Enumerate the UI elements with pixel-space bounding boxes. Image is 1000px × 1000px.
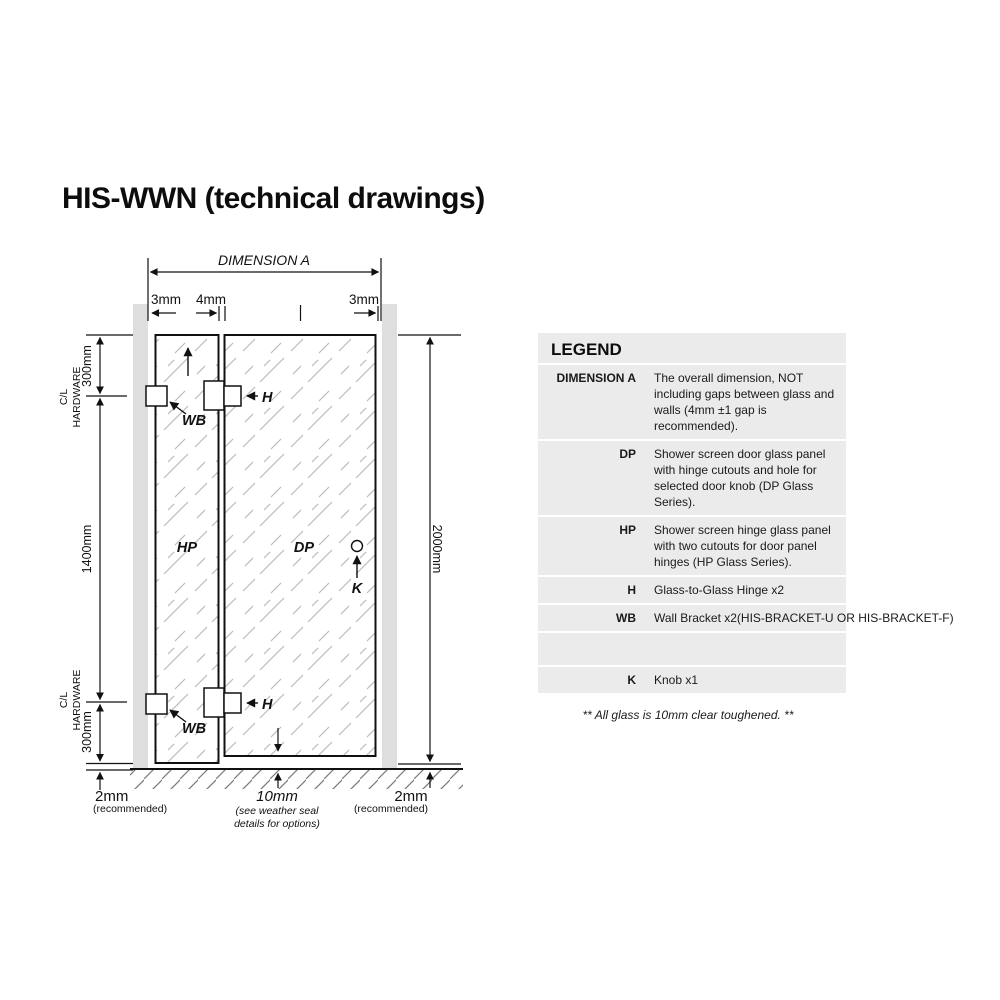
page-title: HIS-WWN (technical drawings) [62,182,485,215]
dim-2000-label: 2000mm [430,524,444,574]
legend-desc: Wall Bracket x2(HIS-BRACKET-U OR HIS-BRACKET-F) [654,611,954,625]
knob-label: K [351,581,363,597]
hp-panel-label: HP [176,540,198,556]
gap-10mm-note1: (see weather seal [235,805,319,817]
legend-desc: The overall dimension, NOT including gaps between glass and walls (4mm ±1 gap is recommended). [654,371,835,433]
knob-circle [352,541,363,552]
legend-term: K [627,673,636,687]
dim-300-bottom-label: 300mm [80,711,94,753]
dim-1400-label: 1400mm [80,524,94,574]
cl-hardware-top-line2: HARDWARE [71,366,83,428]
dp-panel-label: DP [293,540,315,556]
gap-middle-label: 4mm [196,292,226,307]
legend-row-dp [538,441,846,515]
glass-footnote: ** All glass is 10mm clear toughened. ** [582,708,794,722]
hinge-top [204,381,241,410]
cl-hardware-top-line1: C/L [58,388,70,406]
wall-bracket-bottom [146,694,167,714]
legend-row-k [538,667,846,693]
legend-desc: Knob x1 [654,673,699,687]
gap-10mm-note2: details for options) [234,818,320,830]
legend-row-hp [538,517,846,575]
legend-row-empty [538,633,846,665]
hinge-top-label: H [262,390,273,406]
legend-desc: Shower screen hinge glass panel with two cutouts for door panel hinges (HP Glass Series). [654,523,831,569]
hinge-bottom [204,688,241,717]
hinge-bottom-label: H [262,697,273,713]
legend-term [548,638,636,660]
wall-bracket-top [146,386,167,406]
floor-hatch [130,770,463,789]
cl-hardware-bottom-line1: C/L [58,691,70,709]
technical-drawing [30,230,535,842]
cl-hardware-bottom-line2: HARDWARE [71,669,83,731]
gap-right-label: 3mm [349,292,379,307]
gap-left-label: 3mm [151,292,181,307]
legend-row-wb [538,605,954,631]
gap-2mm-right-note: (recommended) [353,803,429,815]
right-wall [382,304,397,769]
legend-term: DIMENSION A [556,371,636,385]
gap-2mm-left-label: 2mm [95,788,129,805]
legend-row-h [538,577,846,603]
gap-10mm-label: 10mm [256,788,298,805]
legend-term: DP [619,447,636,461]
gap-2mm-right-label: 2mm [394,788,428,805]
dim-300-top-label: 300mm [80,345,94,387]
gap-2mm-left-note: (recommended) [93,803,168,815]
wall-bracket-top-label: WB [182,413,207,429]
legend-title: LEGEND [551,340,622,359]
right-dimension-ticks [398,335,461,788]
legend-desc [654,638,840,660]
legend-panel [538,333,954,693]
legend-desc: Shower screen door glass panel with hinge cutouts and hole for selected door knob (DP Glass Series). [654,447,826,509]
top-gap-ticks [152,305,378,321]
legend-term: WB [616,611,636,625]
legend-row-dimension-a [538,365,846,439]
legend-desc: Glass-to-Glass Hinge x2 [654,583,785,597]
wall-bracket-bottom-label: WB [182,721,207,737]
legend-term: HP [619,523,636,537]
dimension-a-label: DIMENSION A [217,252,311,268]
legend-term: H [627,583,636,597]
